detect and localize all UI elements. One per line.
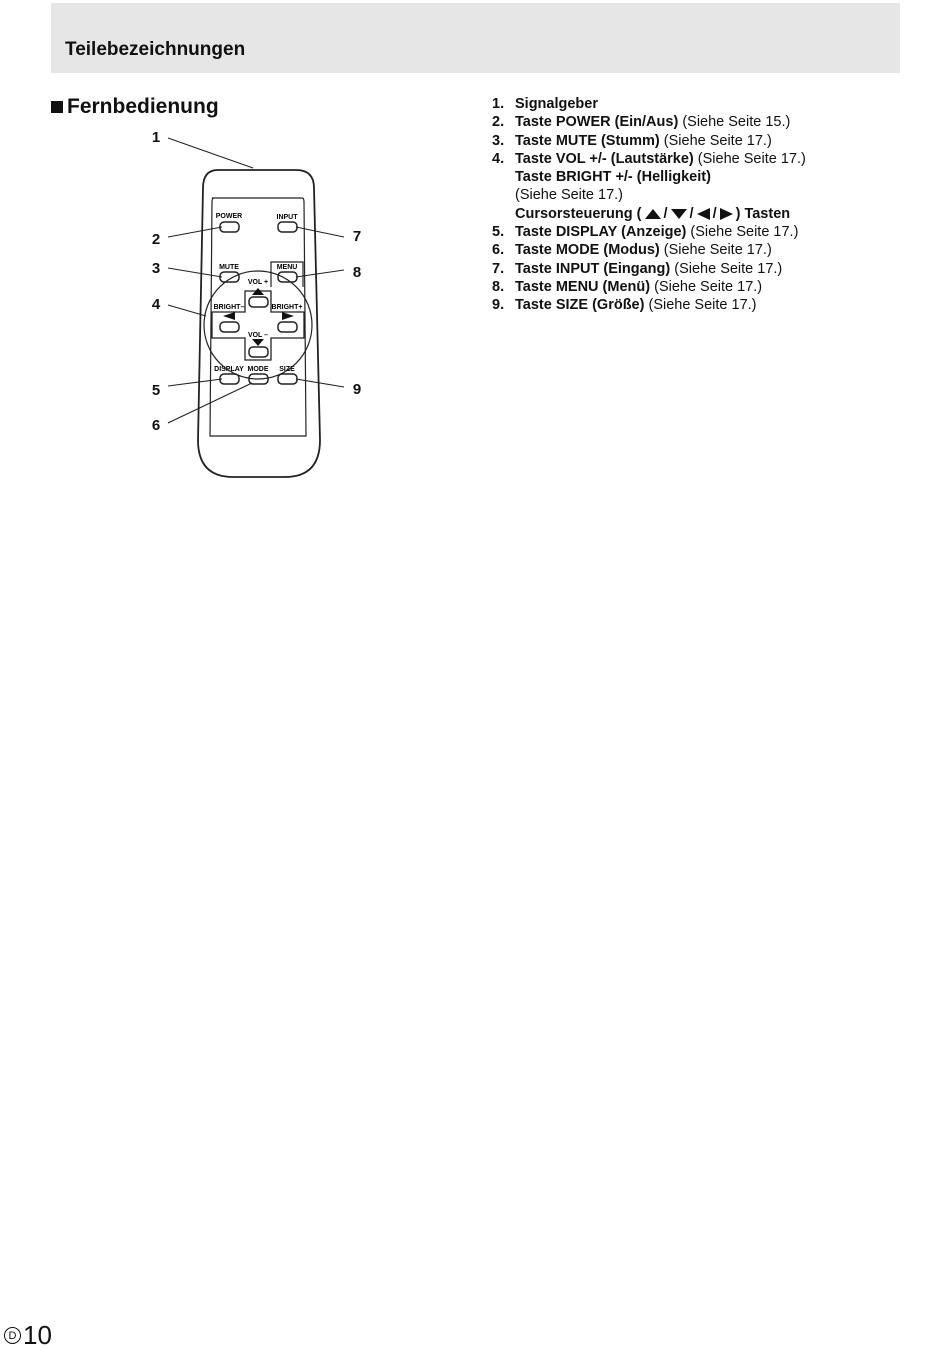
bright-minus-label: BRIGHT– [213,304,245,311]
callout-5: 5 [151,382,161,399]
page-title: Teilebezeichnungen [65,39,246,60]
page-footer [4,1320,52,1351]
list-item: 7. Taste INPUT (Eingang) (Siehe Seite 17.) [492,260,783,277]
arrow-down-icon [671,209,687,219]
remote-panel-outline [210,198,306,436]
vol-minus-button [249,347,268,357]
language-badge: D [4,1327,21,1344]
callout-4: 4 [151,296,161,313]
list-item: 2. Taste POWER (Ein/Aus) (Siehe Seite 15.) [492,114,791,131]
menu-button-label: MENU [276,264,298,271]
power-button [220,222,239,232]
callout-3: 3 [151,260,161,277]
menu-button [278,272,297,282]
bright-minus-button [220,322,239,332]
mode-button-label: MODE [247,366,269,373]
input-button [278,222,297,232]
list-item: 5. Taste DISPLAY (Anzeige) (Siehe Seite 17.) [492,224,799,241]
arrow-up-icon [645,209,661,219]
callout-7: 7 [352,228,362,245]
list-item-continuation: Taste BRIGHT +/- (Helligkeit) [515,169,711,186]
list-item-continuation: (Siehe Seite 17.) [515,187,624,204]
cursor-control-line: Cursorsteuerung ( / / / ) Tasten [515,205,791,222]
callout-6: 6 [151,417,161,434]
vol-plus-button [249,297,268,307]
callout-2: 2 [151,231,161,248]
mute-button [220,272,239,282]
section-title-text: Fernbedienung [67,95,219,118]
callout-1: 1 [151,129,161,146]
vol-plus-label: VOL + [247,279,269,286]
page-number: 10 [23,1320,52,1350]
power-button-label: POWER [215,213,243,220]
size-button-label: SIZE [279,366,295,373]
mute-button-label: MUTE [219,264,239,271]
input-button-label: INPUT [276,214,298,221]
list-item: 1. Signalgeber [492,96,598,112]
list-item: 6. Taste MODE (Modus) (Siehe Seite 17.) [492,242,772,259]
callout-9: 9 [352,381,362,398]
list-item: 3. Taste MUTE (Stumm) (Siehe Seite 17.) [492,132,772,149]
list-item: 8. Taste MENU (Menü) (Siehe Seite 17.) [492,278,763,295]
display-button [220,374,239,384]
parts-list [492,95,892,315]
list-item: 4. Taste VOL +/- (Lautstärke) (Siehe Seite 17.) [492,150,806,167]
arrow-right-icon [720,208,733,220]
bright-plus-label: BRIGHT+ [271,304,303,311]
callout-8: 8 [352,264,362,281]
list-item: 9. Taste SIZE (Größe) (Siehe Seite 17.) [492,297,757,314]
display-button-label: DISPLAY [214,366,244,373]
arrow-left-icon [697,208,710,220]
bright-plus-button [278,322,297,332]
vol-minus-label: VOL – [247,332,269,339]
size-button [278,374,297,384]
